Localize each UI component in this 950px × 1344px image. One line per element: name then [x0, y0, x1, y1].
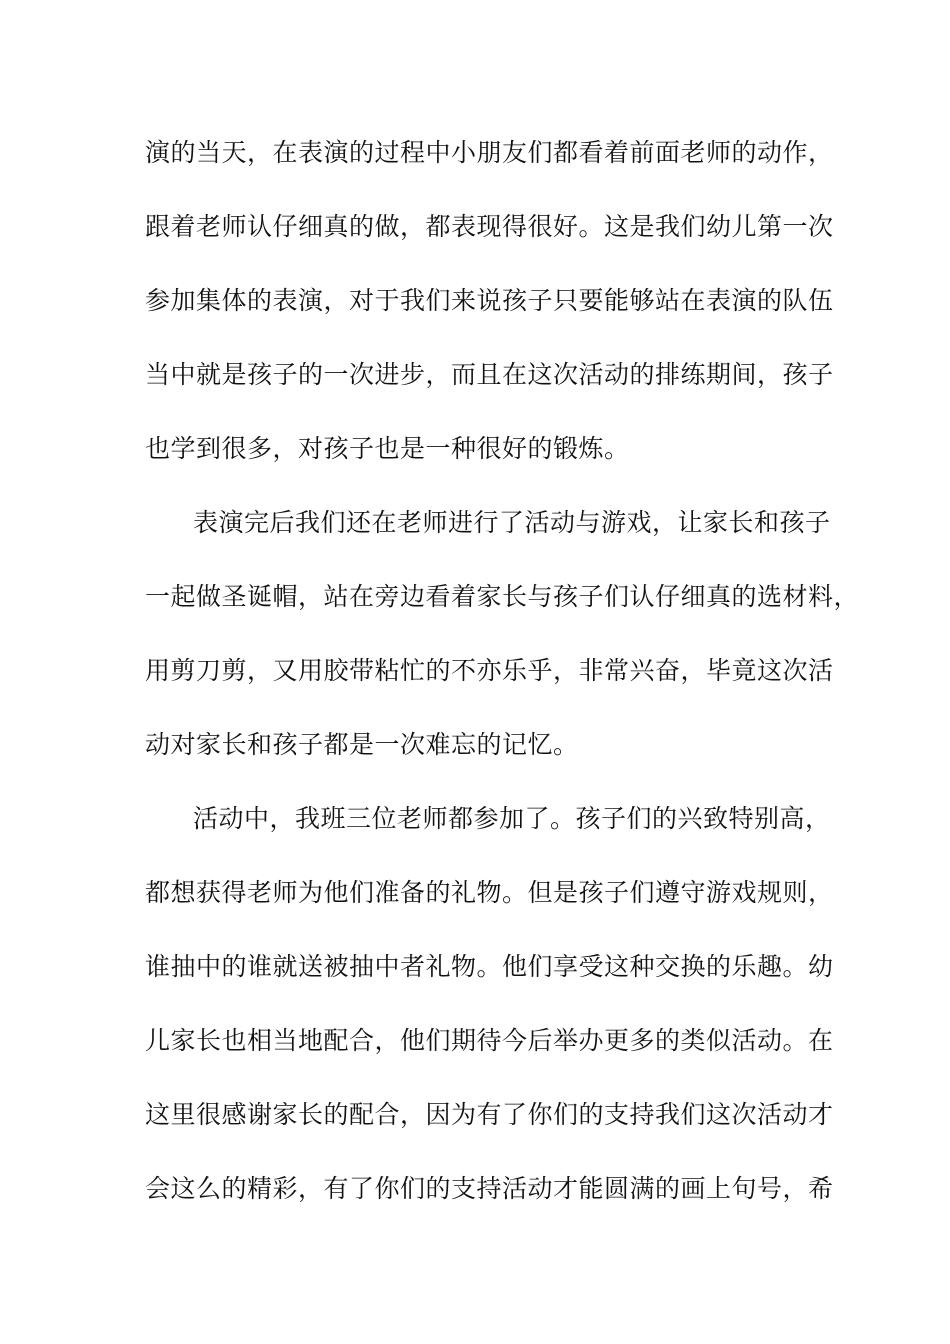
text-line: 动对家长和孩子都是一次难忘的记忆。 — [145, 730, 579, 759]
text-line: 跟着老师认仔细真的做，都表现得很好。这是我们幼儿第一次 — [145, 212, 834, 241]
text-line: 演的当天，在表演的过程中小朋友们都看着前面老师的动作， — [145, 138, 834, 167]
text-line: 当中就是孩子的一次进步，而且在这次活动的排练期间，孩子 — [145, 360, 834, 389]
text-line: 这里很感谢家长的配合，因为有了你们的支持我们这次活动才 — [145, 1100, 834, 1129]
text-line: 会这么的精彩，有了你们的支持活动才能圆满的画上句号，希 — [145, 1174, 834, 1203]
text-line: 一起做圣诞帽，站在旁边看着家长与孩子们认仔细真的选材料， — [145, 582, 860, 611]
text-line: 也学到很多，对孩子也是一种很好的锻炼。 — [145, 434, 630, 463]
text-line: 参加集体的表演，对于我们来说孩子只要能够站在表演的队伍 — [145, 286, 834, 315]
paragraph-first-line: 活动中，我班三位老师都参加了。孩子们的兴致特别高， — [193, 804, 831, 833]
text-line: 都想获得老师为他们准备的礼物。但是孩子们遵守游戏规则， — [145, 878, 834, 907]
paragraph-first-line: 表演完后我们还在老师进行了活动与游戏，让家长和孩子 — [193, 508, 831, 537]
text-line: 用剪刀剪，又用胶带粘忙的不亦乐乎，非常兴奋，毕竟这次活 — [145, 656, 834, 685]
text-line: 谁抽中的谁就送被抽中者礼物。他们享受这种交换的乐趣。幼 — [145, 952, 834, 981]
text-line: 儿家长也相当地配合，他们期待今后举办更多的类似活动。在 — [145, 1026, 834, 1055]
